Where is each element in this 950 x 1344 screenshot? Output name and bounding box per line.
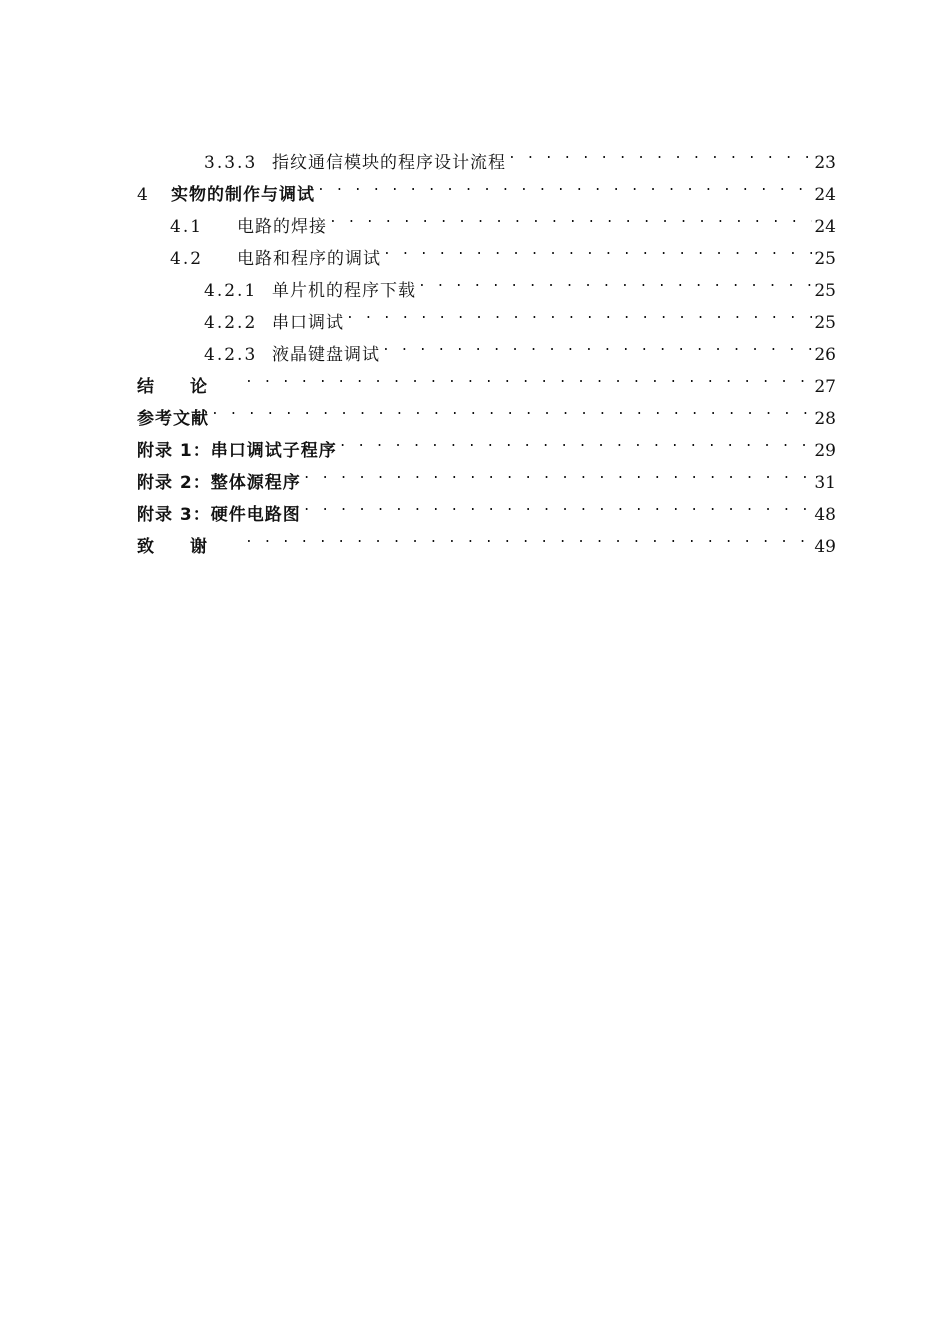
toc-entry-title: 液晶键盘调试 xyxy=(272,345,380,365)
toc-entry-page: 28 xyxy=(814,409,836,429)
toc-entry-references[interactable] xyxy=(137,398,836,430)
toc-dot-leader xyxy=(303,462,813,488)
toc-entry-number: 4.1 xyxy=(170,217,204,237)
toc-entry-title: 附录 2：整体源程序 xyxy=(137,473,301,493)
toc-entry-title: 指纹通信模块的程序设计流程 xyxy=(272,153,506,173)
toc-entry-appendix-2[interactable] xyxy=(137,462,836,494)
toc-dot-leader xyxy=(382,334,812,360)
toc-entry-page: 23 xyxy=(814,153,836,173)
toc-entry-4-2-2[interactable] xyxy=(137,302,836,334)
toc-entry-number: 4.2 xyxy=(170,249,204,269)
toc-dot-leader xyxy=(508,142,812,168)
toc-entry-acknowledgements[interactable] xyxy=(137,526,836,558)
toc-entry-appendix-3[interactable] xyxy=(137,494,836,526)
toc-entry-page: 49 xyxy=(814,537,836,557)
toc-entry-page: 25 xyxy=(814,249,836,269)
toc-entry-4[interactable] xyxy=(137,174,836,206)
toc-entry-page: 29 xyxy=(814,441,836,461)
table-of-contents xyxy=(137,142,836,558)
toc-dot-leader xyxy=(317,174,812,200)
toc-entry-title: 附录 3：硬件电路图 xyxy=(137,505,301,525)
toc-entry-page: 24 xyxy=(814,185,836,205)
toc-entry-page: 31 xyxy=(814,473,836,493)
toc-entry-title: 串口调试 xyxy=(272,313,344,333)
toc-entry-3-3-3[interactable] xyxy=(137,142,836,174)
toc-entry-title: 致谢 xyxy=(137,537,243,557)
toc-entry-conclusion[interactable] xyxy=(137,366,836,398)
toc-dot-leader xyxy=(245,526,812,552)
toc-entry-title: 参考文献 xyxy=(137,409,209,429)
toc-dot-leader xyxy=(329,206,812,232)
toc-dot-leader xyxy=(339,430,813,456)
toc-entry-title: 电路和程序的调试 xyxy=(237,249,381,269)
toc-entry-4-1[interactable] xyxy=(137,206,836,238)
toc-entry-page: 27 xyxy=(814,377,836,397)
toc-entry-number: 4 xyxy=(137,185,150,205)
toc-entry-title: 实物的制作与调试 xyxy=(171,185,315,205)
toc-dot-leader xyxy=(303,494,813,520)
toc-dot-leader xyxy=(418,270,812,296)
toc-dot-leader xyxy=(383,238,812,264)
toc-entry-4-2-3[interactable] xyxy=(137,334,836,366)
toc-entry-page: 24 xyxy=(814,217,836,237)
toc-entry-page: 25 xyxy=(814,281,836,301)
toc-entry-number: 4.2.1 xyxy=(204,281,258,301)
toc-entry-appendix-1[interactable] xyxy=(137,430,836,462)
toc-entry-title: 附录 1：串口调试子程序 xyxy=(137,441,337,461)
toc-entry-number: 4.2.3 xyxy=(204,345,258,365)
toc-entry-number: 4.2.2 xyxy=(204,313,258,333)
toc-dot-leader xyxy=(245,366,812,392)
toc-entry-4-2[interactable] xyxy=(137,238,836,270)
toc-entry-title: 结论 xyxy=(137,377,243,397)
toc-entry-title: 单片机的程序下载 xyxy=(272,281,416,301)
toc-entry-4-2-1[interactable] xyxy=(137,270,836,302)
toc-dot-leader xyxy=(346,302,812,328)
toc-entry-title: 电路的焊接 xyxy=(237,217,327,237)
toc-entry-page: 25 xyxy=(814,313,836,333)
toc-entry-number: 3.3.3 xyxy=(204,153,258,173)
toc-entry-page: 26 xyxy=(814,345,836,365)
toc-dot-leader xyxy=(211,398,812,424)
toc-entry-page: 48 xyxy=(814,505,836,525)
